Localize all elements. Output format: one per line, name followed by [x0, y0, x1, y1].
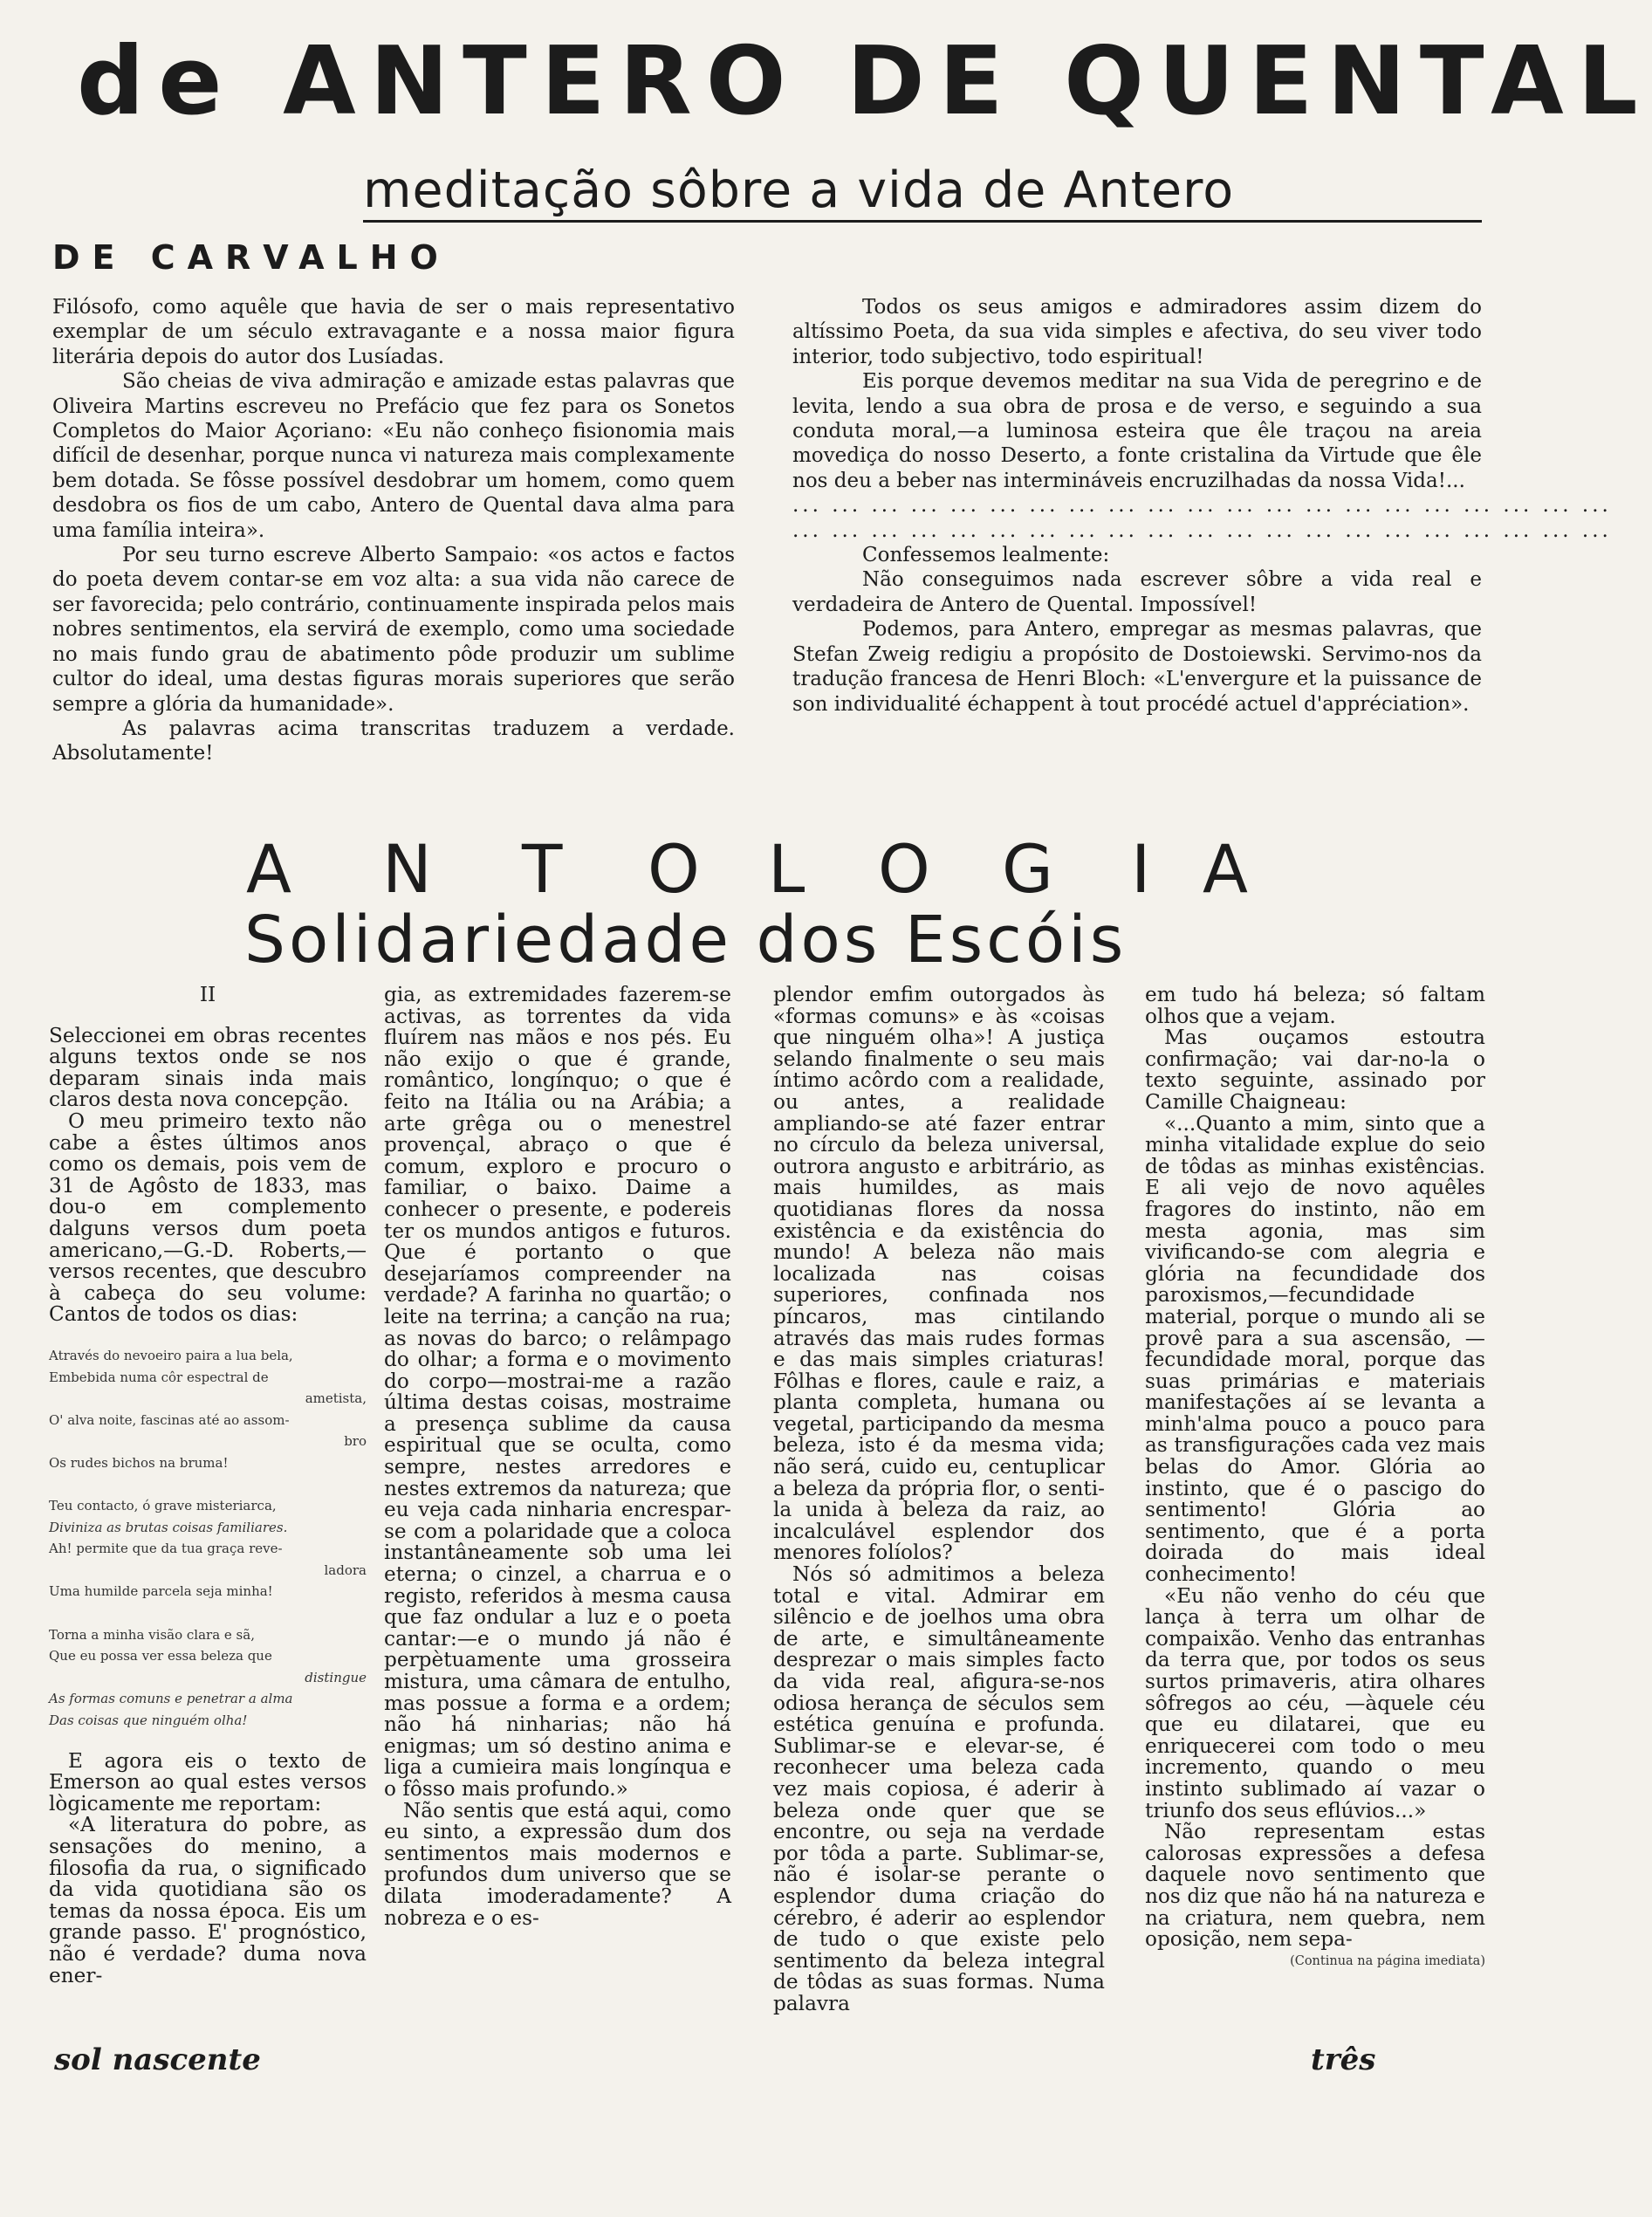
paragraph: Todos os seus amigos e admiradores assim dizem do altíssimo Poeta, da sua vida simples e afectiva, do seu viver todo interior, todo subjectivo, todo espiritual! [792, 296, 1482, 368]
section-number: II [199, 983, 216, 1006]
poem-line: distingue [305, 1669, 367, 1685]
antologia-letter: I [1131, 830, 1151, 908]
ellipsis-line: ... ... ... ... ... ... ... ... ... ... ... ... ... ... ... ... ... ... ... ... ... [792, 494, 1612, 518]
paragraph: gia, as extremidades fazerem-se activas, as torrentes da vida fluírem nas mãos e nos pés. Eu não exijo o que é grande, romântico, longínquo; o que é feito na Itália ou na Arábia; a arte grêga ou o menestrel provençal, abraço o que é comum, exploro e procuro o familiar, o baixo. Daime a conhecer o presente, e podereis ter os mundos antigos e futuros. Que é portanto o que desejaríamos compreender na verdade? A farinha no quartão; o leite na terrina; a canção na rua; as novas do barco; o relâmpago do olhar; a forma e o movimento do corpo—mostrai-me a razão última destas coisas, mostraime a presença sublime da causa espiritual que se oculta, como sempre, nestes arredores e nestes extremos da natureza; que eu veja cada ninharia encrespar-se com a polaridade que a coloca instantâneamente sob uma lei eterna; o cinzel, a charrua e o registo, referidos à mesma causa que faz ondular a luz e o poeta cantar:—e o mundo já não é perpètuamente uma grosseira mistura, uma câmara de entulho, mas possue a forma e a ordem; não há ninharias; não há enigmas; um só destino anima e liga a cumieira mais longínqua e o fôsso mais profundo.» [384, 983, 731, 1801]
paragraph: Eis porque devemos meditar na sua Vida de peregrino e de levita, lendo a sua obra de prosa e de verso, e seguindo a sua conduta moral,—a luminosa esteira que êle traçou na areia movediça do nosso Deserto, a fonte cristalina da Virtude que êle nos deu a beber nas intermináveis encruzilhadas da nossa Vida!... [792, 370, 1482, 492]
antologia-letter: N [382, 830, 432, 908]
paragraph: Confessemos lealmente: [862, 544, 1110, 567]
paragraph: «Eu não venho do céu que lança à terra um olhar de compaixão. Venho das entranhas da terra que, por todos os seus surtos primaveris, atira olhares sôfregos ao céu, —àquele céu que eu dilatarei, que eu enriquecerei com todo o meu incremento, quando o meu instinto sublimado aí vazar o triunfo dos seus eflúvios...» [1145, 1583, 1485, 1822]
paragraph: em tudo há beleza; só faltam olhos que a vejam. [1145, 983, 1485, 1028]
poem-line: Uma humilde parcela seja minha! [49, 1583, 273, 1600]
poem-line: ladora [324, 1562, 367, 1578]
paragraph: As palavras acima transcritas traduzem a verdade. Absolutamente! [52, 717, 735, 765]
article-left-column [52, 295, 735, 766]
antologia-column-1 [49, 985, 367, 1987]
paragraph: E agora eis o texto de Emerson ao qual estes versos lògicamente me reportam: [49, 1748, 367, 1815]
article-right-column [792, 295, 1612, 717]
antologia-column-4 [1145, 985, 1485, 1972]
paragraph: Por seu turno escreve Alberto Sampaio: «os actos e factos do poeta devem contar-se em voz alta: a sua vida não carece de ser favorecida; pelo contrário, continuamente inspirada pelos mais nobres sentimentos, ela servirá de exemplo, como uma sociedade no mais fundo grau de abatimento pôde produzir um sublime cultor do ideal, uma destas figuras morais superiores que serão sempre a glória da humanidade». [52, 544, 735, 716]
spacer [49, 1732, 367, 1751]
antologia-column-2 [384, 985, 731, 1929]
paragraph: Nós só admitimos a beleza total e vital. Admirar em silêncio e de joelhos uma obra de arte, e simultâneamente desprezar o mais simples facto da vida real, afigura-se-nos odiosa herança de séculos sem estética genuína e profunda. Sublimar-se e elevar-se, é reconhecer uma beleza cada vez mais copiosa, é aderir à beleza onde quer que se encontre, ou seja na verdade por tôda a parte. Sublimar-se, não é isolar-se perante o esplendor duma criação do cérebro, é aderir ao esplendor de tudo o que existe pelo sentimento da beleza integral de tôdas as suas formas. Numa palavra [773, 1562, 1105, 2015]
antologia-letter: O [648, 830, 700, 908]
paragraph: O meu primeiro texto não cabe a êstes últimos anos como os demais, pois vem de 31 de Agôsto de 1833, mas dou-o em complemento dalguns versos dum poeta americano,—G.-D. Roberts,—versos recentes, que descubro à cabeça do seu volume: Cantos de todos os dias: [49, 1108, 367, 1327]
poem-line: Diviniza as brutas coisas familiares. [49, 1519, 288, 1535]
ellipsis-line: ... ... ... ... ... ... ... ... ... ... ... ... ... ... ... ... ... ... ... ... ... [792, 518, 1612, 542]
spacer [49, 1006, 367, 1026]
poem-line: Que eu possa ver essa beleza que [49, 1648, 272, 1664]
paragraph: Filósofo, como aquêle que havia de ser o mais representativo exemplar de um século extravagante e a nossa maior figura literária depois do autor dos Lusíadas. [52, 296, 735, 368]
article-subtitle: meditação sôbre a vida de Antero [363, 161, 1235, 219]
poem-line: ametista, [305, 1390, 367, 1407]
antologia-letter: A [1203, 830, 1248, 908]
poem-line: Teu contacto, ó grave misteriarca, [49, 1498, 277, 1514]
poem-line: Das coisas que ninguém olha! [49, 1713, 248, 1728]
antologia-title: Solidariedade dos Escóis [244, 903, 1128, 978]
antologia-letter: A [246, 830, 291, 908]
paragraph: São cheias de viva admiração e amizade estas palavras que Oliveira Martins escreveu no Prefácio que fez para os Sonetos Completos do Maior Açoriano: «Eu não conheço fisionomia mais difícil de desenhar, porque nunca vi natureza mais complexamente bem dotada. Se fôsse possível desdobrar um homem, como quem desdobra os fios de um cabo, Antero de Quental dava alma para uma família inteira». [52, 370, 735, 542]
antologia-letter: L [768, 830, 805, 908]
paragraph: Não sentis que está aqui, como eu sinto, a expressão dum dos sentimentos mais modernos e profundos dum universo que se dilata imoderadamente? A nobreza e o es- [384, 1798, 731, 1930]
poem [49, 1345, 367, 1732]
paragraph: Não conseguimos nada escrever sôbre a vida real e verdadeira de Antero de Quental. Impossível! [792, 568, 1482, 616]
footer-page-number: três [1311, 2042, 1376, 2077]
title-rule [363, 220, 1482, 223]
poem-line: bro [344, 1433, 367, 1450]
poem-line: Embebida numa côr espectral de [49, 1369, 269, 1385]
antologia-letter: O [878, 830, 930, 908]
footer-publication-name: sol nascente [54, 2042, 261, 2077]
poem-line: As formas comuns e penetrar a alma [49, 1691, 293, 1707]
poem-line: Os rudes bichos na bruma! [49, 1454, 229, 1471]
continued-note: (Continua na página imediata) [1290, 1953, 1485, 1968]
poem-line: O' alva noite, fascinas até ao assom- [49, 1411, 290, 1428]
antologia-column-3 [773, 985, 1105, 2015]
poem-line: Torna a minha visão clara e sã, [49, 1626, 255, 1643]
paragraph: plendor emfim outorgados às «formas comuns» e às «coisas que ninguém olha»! A justiça selando finalmente o seu mais íntimo acôrdo com a realidade, ou antes, a realidade ampliando-se até fazer entrar no círculo da beleza universal, outrora angusto e arbitrário, as mais humildes, as mais quotidianas flores da nossa existência e da existência do mundo! A beleza não mais localizada nas coisas superiores, confinada nos píncaros, mas cintilando através das mais rudes formas e das mais simples criaturas! Fôlhas e flores, caule e raiz, a planta completa, humana ou vegetal, participando da mesma beleza, isto é da mesma vida; não será, cuido eu, centuplicar a beleza da própria flor, o senti-la unida à beleza da raiz, ao incalculável esplendor dos menores folíolos? [773, 983, 1105, 1565]
paragraph: Podemos, para Antero, empregar as mesmas palavras, que Stefan Zweig redigiu a propósito de Dostoiewski. Servimo-nos da tradução francesa de Henri Bloch: «L'envergure et la puissance de son individualité échappent à tout procédé actuel d'appréciation». [792, 618, 1482, 716]
paragraph: «...Quanto a mim, sinto que a minha vitalidade explue do seio de tôdas as minhas existências. E ali vejo de novo aquêles fragores do instinto, não em mesta agonia, mas sim vivificando-se com alegria e glória na fecundidade dos paroxismos,—fecundidade material, porque o mundo ali se provê para a sua ascensão, —fecundidade moral, porque das suas primárias e materiais manifestações aí se levanta a minh'alma pouco a pouco para as transfigurações cada vez mais belas do Amor. Glória ao instinto, que é o pascigo do sentimento! Glória ao sentimento, que é a porta doirada do mais ideal conhecimento! [1145, 1111, 1485, 1587]
antologia-letter: T [522, 830, 563, 908]
paragraph: Seleccionei em obras recentes alguns textos onde se nos deparam sinais inda mais claros desta nova concepção. [49, 1023, 367, 1112]
poem-line: Ah! permite que da tua graça reve- [49, 1541, 283, 1557]
paragraph: Mas ouçamos estoutra confirmação; vai dar-no-la o texto seguinte, assinado por Camille Chaigneau: [1145, 1026, 1485, 1114]
article-author: DE CARVALHO [52, 238, 450, 277]
paragraph: «A literatura do pobre, as sensações do menino, a filosofia da rua, o significado da vida quotidiana são os temas da nossa época. Eis um grande passo. E' prognóstico, não é verdade? duma nova ener- [49, 1813, 367, 1987]
paragraph: Não representam estas calorosas expressões a defesa daquele novo sentimento que nos diz que não há na natureza e na criatura, nem quebra, nem oposição, nem sepa- [1145, 1820, 1485, 1952]
article-title: de ANTERO DE QUENTAL [77, 27, 1652, 136]
antologia-letter: G [1002, 830, 1053, 908]
poem-line: Através do nevoeiro paira a lua bela, [49, 1347, 293, 1363]
